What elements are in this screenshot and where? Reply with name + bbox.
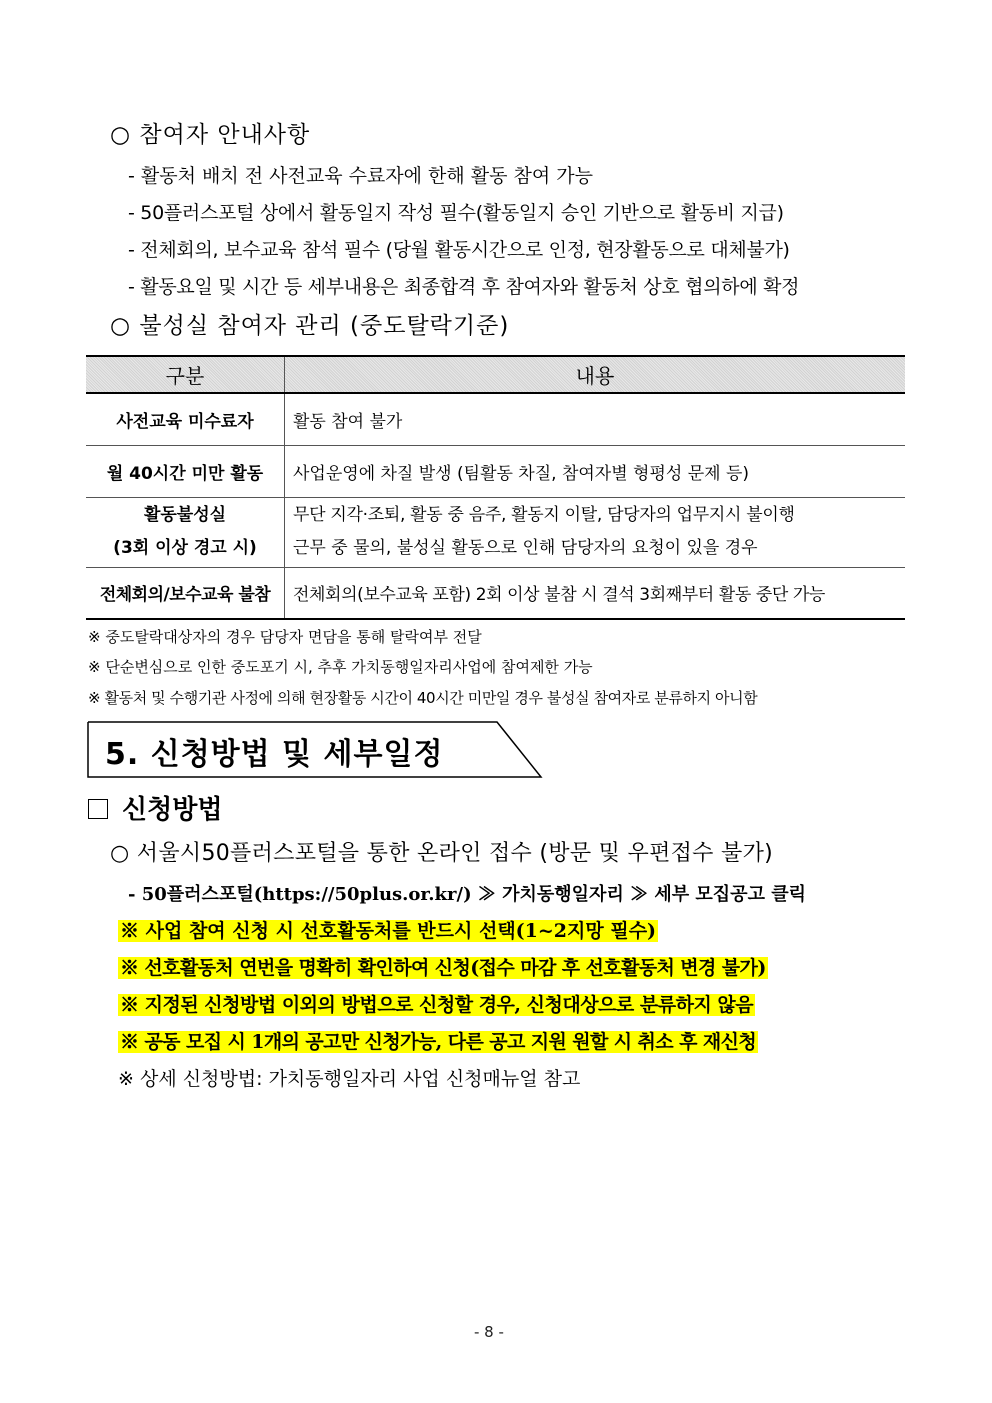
highlight-note-text: ※ 사업 참여 신청 시 선호활동처를 반드시 선택(1~2지망 필수): [120, 920, 657, 942]
notice-item: - 50플러스포털 상에서 활동일지 작성 필수(활동일지 승인 기반으로 활동비 지급): [128, 202, 784, 224]
highlight-note: [118, 990, 755, 1017]
header-content: 내용: [285, 356, 906, 393]
row-category: 월 40시간 미만 활동: [86, 445, 285, 497]
table-row: [86, 497, 905, 567]
highlight-note-text: ※ 지정된 신청방법 이외의 방법으로 신청할 경우, 신청대상으로 분류하지 않음: [120, 994, 754, 1016]
row-category-line: (3회 이상 경고 시): [113, 538, 257, 558]
section-title-box: [87, 721, 542, 777]
row-category-line: 활동불성실: [143, 505, 227, 525]
page-number: - 8 -: [474, 1323, 504, 1341]
row-content: 활동 참여 불가: [285, 393, 906, 445]
application-method-heading: [88, 789, 222, 826]
highlight-note: [118, 953, 768, 980]
online-application: ○ 서울시50플러스포털을 통한 온라인 접수 (방문 및 우편접수 불가): [110, 841, 774, 866]
highlight-note: [118, 916, 658, 943]
misconduct-note: ※ 단순변심으로 인한 중도포기 시, 추후 가치동행일자리사업에 참여제한 가능: [88, 658, 593, 676]
misconduct-note: ※ 중도탈락대상자의 경우 담당자 면담을 통해 탈락여부 전달: [88, 628, 482, 646]
highlight-note-text: ※ 선호활동처 연번을 명확히 확인하여 신청(접수 마감 후 선호활동처 변경 불가): [120, 957, 766, 979]
row-category: [86, 497, 285, 567]
row-content-line: 무단 지각·조퇴, 활동 중 음주, 활동지 이탈, 담당자의 업무지시 불이행: [293, 505, 795, 525]
section-title: 5. 신청방법 및 세부일정: [105, 737, 444, 772]
header-category: 구분: [86, 356, 285, 393]
application-method-label: 신청방법: [122, 795, 223, 825]
highlight-note: [118, 1027, 758, 1054]
row-content: [285, 497, 906, 567]
notice-item: - 전체회의, 보수교육 참석 필수 (당월 활동시간으로 인정, 현장활동으로 대체불가): [128, 239, 790, 261]
application-path: - 50플러스포털(https://50plus.or.kr/) ≫ 가치동행일자리 ≫ 세부 모집공고 클릭: [128, 884, 806, 905]
highlight-note-text: ※ 공동 모집 시 1개의 공고만 신청가능, 다른 공고 지원 원할 시 취소 후 재신청: [120, 1031, 757, 1053]
table-row: [86, 567, 905, 619]
table-row: [86, 445, 905, 497]
square-bullet-icon: [88, 799, 108, 819]
row-category: 전체회의/보수교육 불참: [86, 567, 285, 619]
row-content: 사업운영에 차질 발생 (팀활동 차질, 참여자별 형평성 문제 등): [285, 445, 906, 497]
participant-notice-heading: ○ 참여자 안내사항: [110, 122, 311, 148]
misconduct-table: [86, 355, 905, 620]
table-row: [86, 393, 905, 445]
row-content: 전체회의(보수교육 포함) 2회 이상 불참 시 결석 3회째부터 활동 중단 가능: [285, 567, 906, 619]
row-content-line: 근무 중 물의, 불성실 활동으로 인해 담당자의 요청이 있을 경우: [293, 538, 758, 558]
misconduct-heading: ○ 불성실 참여자 관리 (중도탈락기준): [110, 313, 510, 339]
detail-method-note: ※ 상세 신청방법: 가치동행일자리 사업 신청매뉴얼 참고: [118, 1068, 581, 1090]
notice-item: - 활동처 배치 전 사전교육 수료자에 한해 활동 참여 가능: [128, 165, 594, 187]
misconduct-note: ※ 활동처 및 수행기관 사정에 의해 현장활동 시간이 40시간 미만일 경우 불성실 참여자로 분류하지 아니함: [88, 689, 758, 707]
table-header-row: [86, 356, 905, 393]
row-category: 사전교육 미수료자: [86, 393, 285, 445]
notice-item: - 활동요일 및 시간 등 세부내용은 최종합격 후 참여자와 활동처 상호 협의하에 확정: [128, 276, 800, 298]
